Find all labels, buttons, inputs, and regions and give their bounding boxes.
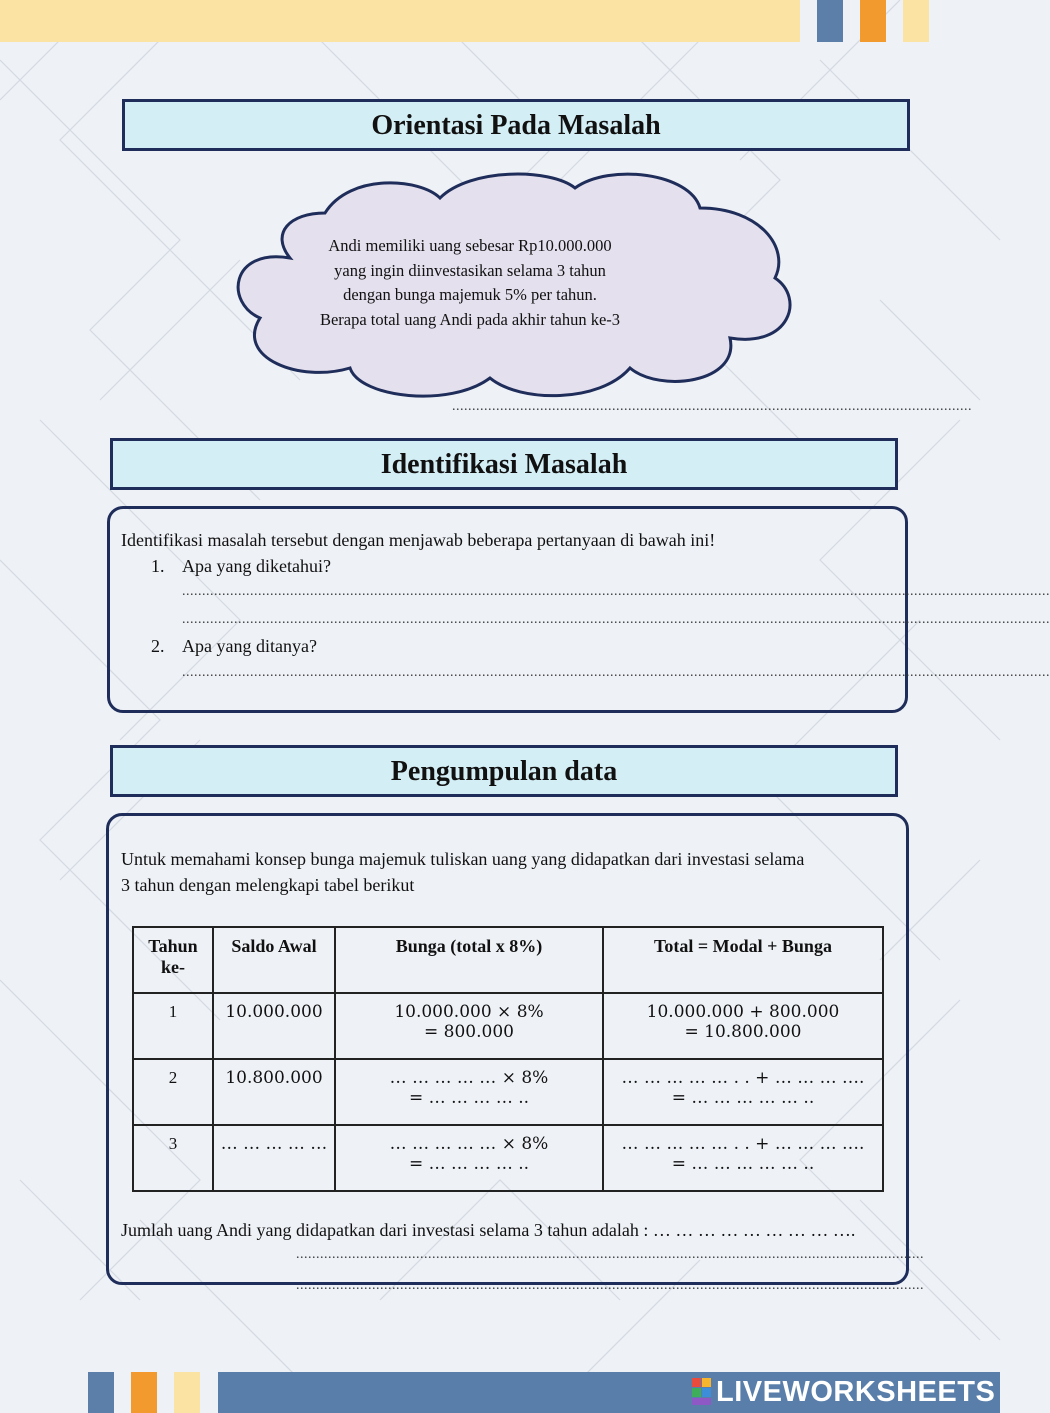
header-bunga: Bunga (total x 8%) <box>335 927 603 993</box>
problem-line-4: Berapa total uang Andi pada akhir tahun ke-3 <box>319 309 621 329</box>
header-total: Total = Modal + Bunga <box>603 927 883 993</box>
cloud-answer-line[interactable]: .................................................................................................................................. <box>452 399 972 414</box>
liveworksheets-logo-icon <box>692 1378 712 1406</box>
problem-line-2: yang ingin diinvestasikan selama 3 tahun <box>334 260 606 280</box>
top-square-orange <box>860 0 886 42</box>
question-1-number: 1. <box>151 556 165 576</box>
orientasi-banner <box>122 99 910 151</box>
cell-bunga-result[interactable]: = … … … … .. <box>408 1088 530 1108</box>
cell-total-formula[interactable]: … … … … … . . + … … … …. <box>621 1068 865 1088</box>
problem-statement <box>300 234 640 332</box>
pengumpulan-title: Pengumpulan data <box>390 756 618 787</box>
answer-1-line-2[interactable]: ......................................................................................................................................................................................................................... <box>182 612 1050 627</box>
cell-saldo: 10.800.000 <box>213 1059 335 1125</box>
pengumpulan-banner <box>110 745 898 797</box>
problem-line-3: dengan bunga majemuk 5% per tahun. <box>343 285 597 304</box>
conclusion-text[interactable]: Jumlah uang Andi yang didapatkan dari investasi selama 3 tahun adalah : … … … … … … … … …. <box>121 1220 856 1240</box>
cell-bunga-result: = 800.000 <box>424 1022 514 1042</box>
pengumpulan-intro-2: 3 tahun dengan melengkapi tabel berikut <box>121 875 415 895</box>
identifikasi-title: Identifikasi Masalah <box>380 449 628 480</box>
problem-line-1: Andi memiliki uang sebesar Rp10.000.000 <box>328 236 612 255</box>
cell-total-formula[interactable]: … … … … … . . + … … … …. <box>621 1134 865 1154</box>
table-header-row <box>133 927 883 993</box>
cell-bunga-formula[interactable]: … … … … … × 8% <box>389 1134 549 1154</box>
conclusion-line-1[interactable]: ............................................................................................................................................................. <box>296 1247 924 1262</box>
cell-saldo: 10.000.000 <box>213 993 335 1059</box>
brand-name[interactable]: LIVEWORKSHEETS <box>716 1376 996 1408</box>
cell-total-result[interactable]: = … … … … … .. <box>671 1154 815 1174</box>
bunga-table <box>132 926 884 1192</box>
cell-bunga-formula: 10.000.000 × 8% <box>394 1002 544 1022</box>
cell-tahun: 2 <box>133 1059 213 1125</box>
identifikasi-instruction: Identifikasi masalah tersebut dengan menjawab beberapa pertanyaan di bawah ini! <box>121 530 716 550</box>
top-decorative-strip <box>0 0 800 42</box>
cell-bunga-result[interactable]: = … … … … .. <box>408 1154 530 1174</box>
question-2-number: 2. <box>151 636 165 656</box>
answer-1-line-1[interactable]: ......................................................................................................................................................................................................................... <box>182 584 1050 599</box>
top-square-blue <box>817 0 843 42</box>
cell-saldo[interactable]: … … … … … <box>213 1125 335 1191</box>
cell-total-formula: 10.000.000 + 800.000 <box>646 1002 840 1022</box>
pengumpulan-intro-1: Untuk memahami konsep bunga majemuk tuliskan uang yang didapatkan dari investasi selama <box>121 849 805 869</box>
header-tahun: Tahun ke- <box>133 927 213 993</box>
table-row <box>133 993 883 1059</box>
question-1: Apa yang diketahui? <box>182 556 331 576</box>
cell-bunga[interactable] <box>335 1059 603 1125</box>
cell-bunga <box>335 993 603 1059</box>
bottom-square-blue <box>88 1372 114 1413</box>
question-2: Apa yang ditanya? <box>182 636 317 656</box>
bottom-square-yellow <box>174 1372 200 1413</box>
cell-total[interactable] <box>603 1125 883 1191</box>
cell-bunga[interactable] <box>335 1125 603 1191</box>
table-row <box>133 1059 883 1125</box>
cell-bunga-formula[interactable]: … … … … … × 8% <box>389 1068 549 1088</box>
cell-total-result[interactable]: = … … … … … .. <box>671 1088 815 1108</box>
top-square-yellow <box>903 0 929 42</box>
conclusion-line-2[interactable]: ............................................................................................................................................................. <box>296 1278 924 1293</box>
cell-total-result: = 10.800.000 <box>684 1022 802 1042</box>
cell-total[interactable] <box>603 1059 883 1125</box>
answer-2-line[interactable]: ......................................................................................................................................................................................................................... <box>182 665 1050 680</box>
cell-total <box>603 993 883 1059</box>
table-row <box>133 1125 883 1191</box>
bottom-square-orange <box>131 1372 157 1413</box>
orientasi-title: Orientasi Pada Masalah <box>371 110 661 141</box>
identifikasi-banner <box>110 438 898 490</box>
header-saldo: Saldo Awal <box>213 927 335 993</box>
cell-tahun: 1 <box>133 993 213 1059</box>
cell-tahun: 3 <box>133 1125 213 1191</box>
